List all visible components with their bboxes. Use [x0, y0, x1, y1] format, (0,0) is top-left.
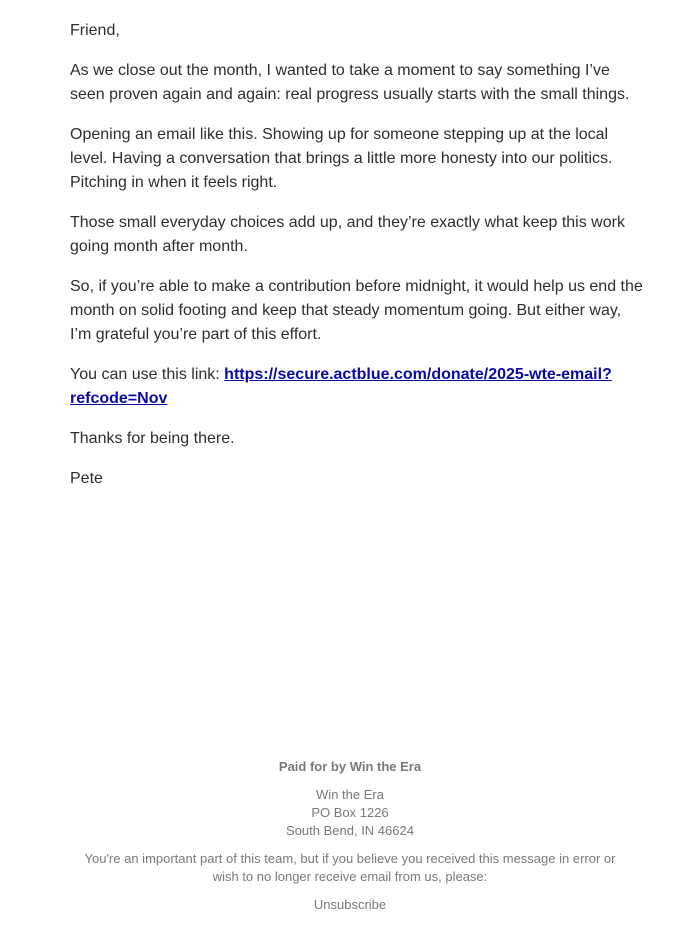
address-line: South Bend, IN 46624: [286, 823, 414, 838]
thanks-line: Thanks for being there.: [70, 430, 235, 447]
link-prefix: You can use this link:: [70, 366, 225, 383]
paragraph-choices: Those small everyday choices add up, and they’re exactly what keep this work going month after month.: [70, 214, 625, 255]
signature: Pete: [70, 470, 103, 487]
address-line: Win the Era: [316, 787, 384, 802]
email-footer: [70, 758, 630, 914]
email-body: [70, 19, 645, 507]
link-paragraph: [70, 363, 645, 411]
paragraph-ask: So, if you’re able to make a contribution before midnight, it would help us end the month on solid footing and keep that steady momentum going. But either way, I’m grateful you’re part of this effort.: [70, 278, 643, 343]
unsubscribe-link[interactable]: Unsubscribe: [313, 897, 387, 912]
paragraph-small-things: Opening an email like this. Showing up for someone stepping up at the local level. Having a conversation that brings a little more honesty into our politics. Pitching in when it feels right.: [70, 126, 613, 191]
paid-for-disclaimer: Paid for by Win the Era: [278, 759, 422, 774]
greeting: Friend,: [70, 22, 120, 39]
mailing-address: [70, 786, 630, 840]
unsubscribe-notice: You're an important part of this team, but if you believe you received this message in error or wish to no longer receive email from us, please:: [84, 851, 616, 884]
address-line: PO Box 1226: [311, 805, 389, 820]
paragraph-intro: As we close out the month, I wanted to take a moment to say something I’ve seen proven again and again: real progress usually starts with the small things.: [70, 62, 630, 103]
donate-link[interactable]: https://secure.actblue.com/donate/2025-wte-email?refcode=Nov: [70, 366, 612, 407]
